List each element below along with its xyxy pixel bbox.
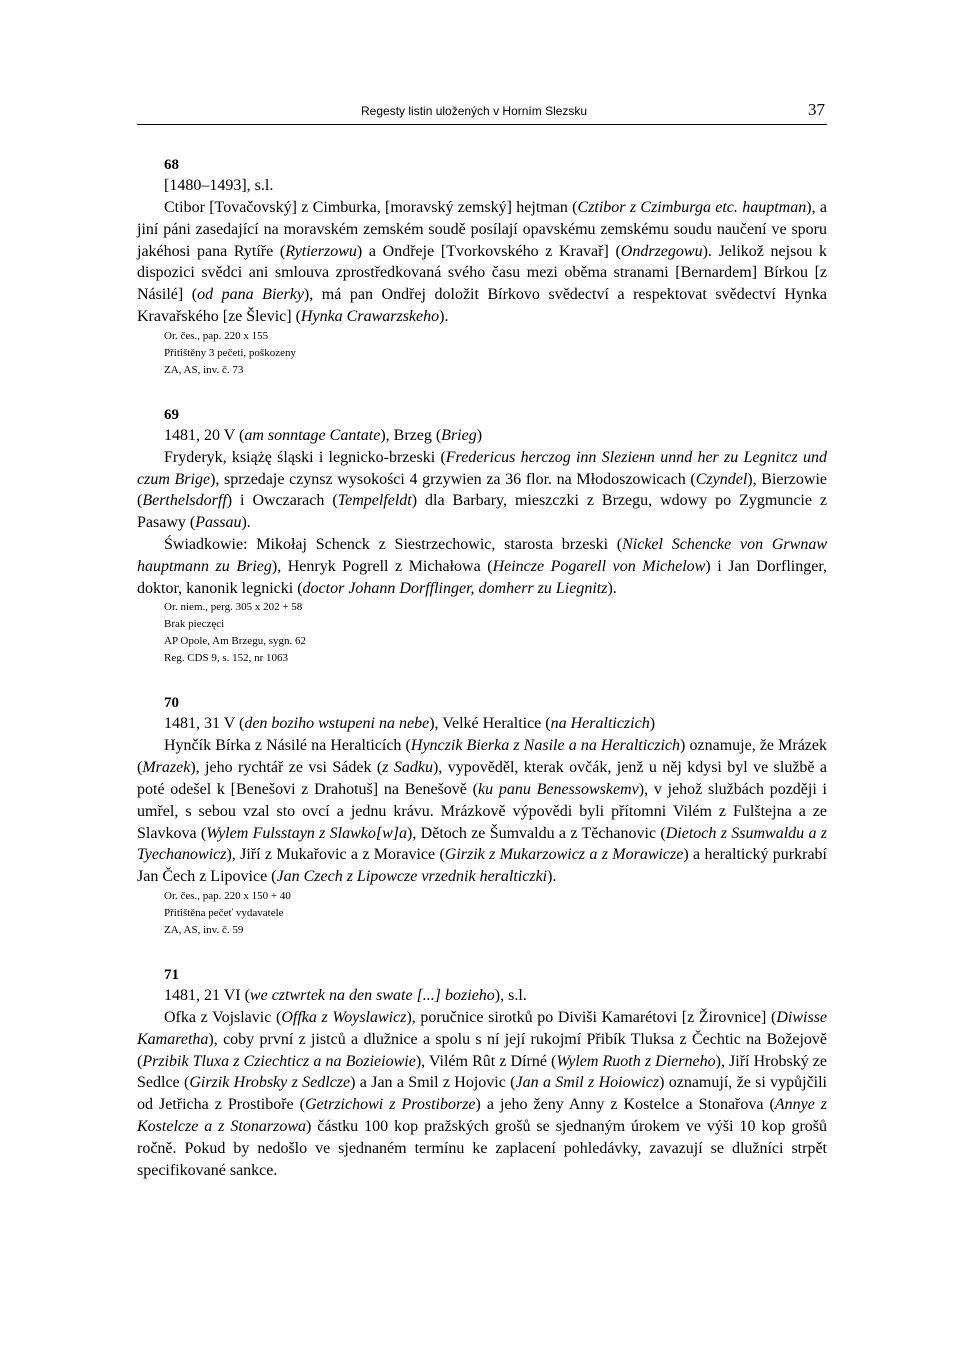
- entry-archival-note: Or. čes., pap. 220 x 150 + 40: [164, 889, 291, 902]
- italic-run: Czyndel: [695, 470, 748, 488]
- italic-run: ku panu Benessowskemv: [477, 780, 639, 798]
- entry-archival-note: Or. niem., perg. 305 x 202 + 58: [164, 601, 303, 614]
- entry-archival-note: Reg. CDS 9, s. 152, nr 1063: [164, 652, 289, 665]
- italic-run: Girzik Hrobsky z Sedlcze: [189, 1074, 351, 1092]
- italic-run: z Sadku: [382, 759, 433, 777]
- italic-run: Brieg: [441, 426, 477, 444]
- entry-date-place: 1481, 20 V (am sonntage Cantate), Brzeg (Brieg): [164, 426, 483, 444]
- entry-summary: Hynčík Bírka z Násilé na Heralticích (Hynczik Bierka z Nasile a na Heralticzich) oznamuje, že Mrázek (Mrazek), jeho rychtář ze vsi Sádek (z Sadku), vypověděl, kterak ovčák, jenž u něj kdysi byl ve službě a poté odešel k [Benešovi z Drahotuš] na Benešově (ku panu Benessowskemv), v jehož službách později i umřel, s sebou vzal sto ovcí a jednu krávu. Mrázkově výpovědi byli přítomni Vilém z Fulštejna a ze Slavkova (Wylem Fulsstayn z Slawko[w]a), Dětoch ze Šumvaldu a z Těchanovic (Dietoch z Ssumwaldu a z Tyechanowicz), Jiří z Mukařovic a z Moravice (Girzik z Mukarzowicz a z Morawicze) a heraltický purkrabí Jan Čech z Lipovice (Jan Czech z Lipowcze vrzednik heralticzki).: [137, 737, 828, 886]
- entry-number: 69: [164, 406, 179, 423]
- italic-run: am sonntage Cantate: [244, 426, 381, 444]
- italic-run: na Heralticzich: [550, 715, 650, 733]
- italic-run: Annye z Kostelcze a z Stonarzowa: [137, 1096, 828, 1135]
- italic-run: we cztwrtek na den swate [...] bozieho: [249, 986, 495, 1004]
- regest-entry-69: [137, 405, 827, 668]
- italic-run: od pana Bierky: [197, 286, 304, 304]
- italic-run: Cztibor z Czimburga etc. hauptman: [577, 199, 807, 216]
- italic-run: Rytierzowu: [285, 242, 357, 260]
- italic-run: Jan Czech z Lipowcze vrzednik heralticzki: [276, 868, 548, 886]
- page-number: 37: [808, 100, 825, 119]
- italic-run: Przibik Tluxa z Cziechticz a na Bozieiowie: [142, 1052, 416, 1070]
- entry-number: 70: [164, 695, 179, 712]
- running-header: [137, 100, 827, 125]
- entry-archival-note: ZA, AS, inv. č. 59: [164, 923, 244, 936]
- italic-run: Hynczik Bierka z Nasile a na Heralticzich: [410, 737, 681, 755]
- italic-run: Diwisse Kamaretha: [137, 1008, 828, 1048]
- regest-entry-70: [137, 693, 827, 939]
- italic-run: Girzik z Mukarzowicz a z Morawicze: [444, 846, 684, 864]
- italic-run: Wylem Fulsstayn z Slawko[w]a: [206, 824, 408, 842]
- running-title: Regesty listin uložených v Horním Slezsku: [361, 104, 588, 118]
- italic-run: Fredericus herczog inn Sleziенn unnd her zu Legnitcz und czum Brige: [137, 448, 827, 488]
- entry-date-place: 1481, 21 VI (we cztwrtek na den swate [...] bozieho), s.l.: [164, 986, 527, 1004]
- document-page: [137, 100, 827, 1181]
- italic-run: Mrazek: [142, 759, 191, 777]
- italic-run: Nickel Schencke von Grwnaw hauptmann zu Brieg: [137, 535, 827, 575]
- entry-archival-note: Přitištěny 3 pečeti, poškozeny: [164, 346, 296, 359]
- italic-run: Offka z Woyslawicz: [281, 1008, 407, 1026]
- italic-run: Jan a Smil z Hoiowicz: [515, 1074, 660, 1092]
- entry-archival-note: AP Opole, Am Brzegu, sygn. 62: [164, 635, 306, 648]
- italic-run: Tempelfeldt: [337, 492, 412, 510]
- regest-entries: [137, 155, 827, 1181]
- entry-archival-note: Brak pieczęci: [164, 618, 225, 631]
- italic-run: Berthelsdorff: [142, 492, 227, 510]
- italic-run: Dietoch z Ssumwaldu a z Tyechanowicz: [137, 824, 828, 864]
- italic-run: Heincze Pogarell von Michelow: [492, 557, 706, 575]
- italic-run: Hynka Crawarzskeho: [300, 307, 440, 325]
- entry-archival-note: ZA, AS, inv. č. 73: [164, 363, 244, 376]
- entry-archival-note: Přitištěna pečeť vydavatele: [164, 906, 284, 919]
- regest-entry-71: [137, 965, 827, 1181]
- entry-summary: Ctibor [Tovačovský] z Cimburka, [moravský zemský] hejtman (Cztibor z Czimburga etc. hauptman), a jiní páni zasedající na moravském zemském soudě posílají opavskému zemskému soudu naučení ve sporu jakéhosi pana Rytíře (Rytierzowu) a Ondřeje [Tvorkovského z Kravař] (Ondrzegowu). Jelikož nejsou k dispozici svědci ani smlouva zprostředkovaná svého času mezi oběma stranami [Bernardem] Bírkou [z Násilé] (od pana Bierky), má pan Ondřej doložit Bírkovo svědectví a respektovat svědectví Hynka Kravařského [ze Šlevic] (Hynka Crawarzskeho).: [137, 199, 828, 325]
- entry-date-place: [1480–1493], s.l.: [164, 177, 274, 194]
- regest-entry-68: [137, 155, 827, 379]
- italic-run: doctor Johann Dorfflinger, domherr zu Liegnitz: [302, 579, 608, 597]
- entry-number: 68: [164, 157, 179, 173]
- entry-date-place: 1481, 31 V (den boziho wstupeni na nebe), Velké Heraltice (na Heralticzich): [164, 715, 656, 733]
- italic-run: Wylem Ruoth z Dierneho: [556, 1052, 716, 1070]
- entry-summary: Fryderyk, książę śląski i legnicko-brzeski (Fredericus herczog inn Sleziенn unnd her zu Legnitcz und czum Brige), sprzedaje czynsz wysokości 4 grzywien za 36 flor. na Młodoszowicach (Czyndel), Bierzowie (Berthelsdorff) i Owczarach (Tempelfeldt) dla Barbary, mieszczki z Brzegu, wdowy po Zygmuncie z Pasawy (Passau).: [137, 448, 828, 532]
- italic-run: den boziho wstupeni na nebe: [244, 715, 430, 733]
- entry-summary: Świadkowie: Mikołaj Schenck z Siestrzechowic, starosta brzeski (Nickel Schencke von Grwnaw hauptmann zu Brieg), Henryk Pogrell z Michałowa (Heincze Pogarell von Michelow) i Jan Dorflinger, doktor, kanonik legnicki (doctor Johann Dorfflinger, domherr zu Liegnitz).: [137, 535, 828, 597]
- italic-run: Ondrzegowu: [620, 242, 703, 260]
- italic-run: Getrzichowi z Prostiborze: [304, 1096, 476, 1114]
- entry-archival-note: Or. čes., pap. 220 x 155: [164, 329, 269, 342]
- italic-run: Passau: [195, 514, 242, 532]
- entry-summary: Ofka z Vojslavic (Offka z Woyslawicz), poručnice sirotků po Divišі Kamarétovi [z Žirovnice] (Diwisse Kamaretha), coby první z jistců a dlužnice a spolu s ní její rukojmí Přibík Tluksa z Čechtic na Božejově (Przibik Tluxa z Cziechticz a na Bozieiowie), Vilém Rût z Dírné (Wylem Ruoth z Dierneho), Jiří Hrobský ze Sedlce (Girzik Hrobsky z Sedlcze) a Jan a Smil z Hojovic (Jan a Smil z Hoiowicz) oznamují, že si vypůjčili od Jetřicha z Prostiboře (Getrzichowi z Prostiborze) a jeho ženy Anny z Kostelce a Stonařova (Annye z Kostelcze a z Stonarzowa) částku 100 kop pražských grošů se sjednaným úrokem ve výši 10 kop grošů ročně. Pokud by nedošlo ve sjednaném termínu ke zaplacení pohledávky, zavazují se dlužníci strpět specifikované sankce.: [137, 1008, 828, 1179]
- entry-number: 71: [164, 966, 179, 983]
